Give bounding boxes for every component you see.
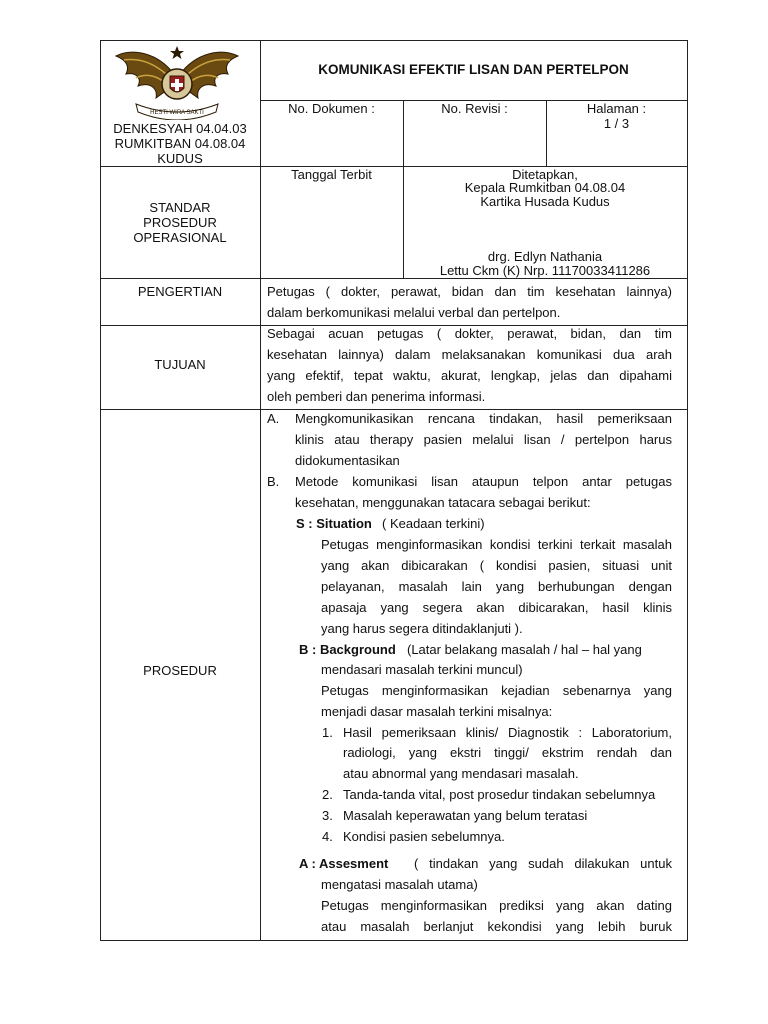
sop-row-divider <box>100 278 688 279</box>
hospital-emblem-logo <box>112 44 242 120</box>
sop-label-line2: PROSEDUR <box>143 215 217 230</box>
pengertian-label: PENGERTIAN <box>137 284 223 299</box>
doc-number-label: No. Dokumen : <box>288 101 375 116</box>
page-label: Halaman : <box>586 101 647 116</box>
situation-line2: yang akan dibicarakan ( kondisi pasien, situasi unit <box>321 558 672 573</box>
list-item-line: atau abnormal yang mendasari masalah. <box>343 766 579 781</box>
item-b-line2: kesehatan, menggunakan tatacara sebagai berikut: <box>295 495 591 510</box>
org-name-line3: KUDUS <box>157 151 203 166</box>
tujuan-row-divider <box>100 409 688 410</box>
prosedur-label: PROSEDUR <box>143 663 217 678</box>
emblem-ribbon-text: HESTI WIRA SAKTI <box>150 110 204 116</box>
background-line4: menjadi dasar masalah terkini misalnya: <box>321 704 553 719</box>
situation-line5: yang harus segera ditindaklanjuti ). <box>321 621 523 636</box>
star-icon <box>170 46 184 59</box>
list-item-number: 1. <box>322 725 333 740</box>
org-name-line1: DENKESYAH 04.04.03 <box>113 121 247 136</box>
org-name-line2: RUMKITBAN 04.08.04 <box>114 136 246 151</box>
situation-heading-rest: ( Keadaan terkini) <box>382 516 485 531</box>
assesment-line2: mengatasi masalah utama) <box>321 877 478 892</box>
document-title: KOMUNIKASI EFEKTIF LISAN DAN PERTELPON <box>318 62 629 77</box>
tujuan-line2: kesehatan lainnya) dalam melaksanakan komunikasi dua arah <box>267 347 672 362</box>
background-heading: B : Background <box>299 642 396 657</box>
tujuan-label: TUJUAN <box>154 357 206 372</box>
signer-name: drg. Edlyn Nathania <box>487 249 603 264</box>
list-item-line: radiologi, yang ekstri tinggi/ ekstrim rendah dan <box>343 745 672 760</box>
list-item-number: 4. <box>322 829 333 844</box>
table-border-left <box>100 40 101 941</box>
background-heading-rest: (Latar belakang masalah / hal – hal yang <box>407 642 642 657</box>
tujuan-line4: oleh pemberi dan penerima informasi. <box>267 389 486 404</box>
pengertian-line2: dalam berkomunikasi melalui verbal dan pertelpon. <box>267 305 561 320</box>
approved-line2: Kepala Rumkitban 04.08.04 <box>464 180 626 195</box>
item-b-line1: Metode komunikasi lisan ataupun telpon antar petugas <box>295 474 672 489</box>
list-item-line: Masalah keperawatan yang belum teratasi <box>343 808 588 823</box>
table-border-bottom <box>100 940 688 941</box>
list-item-line: Kondisi pasien sebelumnya. <box>343 829 505 844</box>
situation-line4: apasaja yang segera akan dibicarakan, hasil klinis <box>321 600 672 615</box>
list-item-number: 3. <box>322 808 333 823</box>
table-border-top <box>100 40 688 41</box>
list-item-line: Hasil pemeriksaan klinis/ Diagnostik : Laboratorium, <box>343 725 672 740</box>
revision-number-label: No. Revisi : <box>441 101 508 116</box>
tujuan-line1: Sebagai acuan petugas ( dokter, perawat, bidan, dan tim <box>267 326 672 341</box>
sop-label-line3: OPERASIONAL <box>133 230 227 245</box>
item-a-line2: klinis atau therapy pasien melalui lisan / pertelpon harus <box>295 432 672 447</box>
sop-label-line1: STANDAR <box>149 200 211 215</box>
list-item-line: Tanda-tanda vital, post prosedur tindakan sebelumnya <box>343 787 656 802</box>
tujuan-line3: yang efektif, tepat waktu, akurat, lengkap, jelas dan dipahami <box>267 368 672 383</box>
assesment-line3: Petugas menginformasikan prediksi yang akan dating <box>321 898 672 913</box>
situation-line3: pelayanan, masalah lain yang berhubungan dengan <box>321 579 672 594</box>
item-a-marker: A. <box>267 411 280 426</box>
background-line3: Petugas menginformasikan kejadian sebenarnya yang <box>321 683 672 698</box>
assesment-line4: atau masalah berlanjut kekondisi yang lebih buruk <box>321 919 672 934</box>
background-line2: mendasari masalah terkini muncul) <box>321 662 523 677</box>
item-a-line1: Mengkomunikasikan rencana tindakan, hasil pemeriksaan <box>295 411 672 426</box>
table-border-right <box>687 40 688 941</box>
issue-date-label: Tanggal Terbit <box>291 167 372 182</box>
approved-line1: Ditetapkan, <box>512 167 578 182</box>
assesment-heading-rest: ( tindakan yang sudah dilakukan untuk <box>414 856 672 871</box>
situation-heading: S : Situation <box>296 516 372 531</box>
approved-line3: Kartika Husada Kudus <box>480 194 610 209</box>
item-b-marker: B. <box>267 474 280 489</box>
list-item-number: 2. <box>322 787 333 802</box>
assesment-heading: A : Assesment <box>299 856 389 871</box>
signer-rank: Lettu Ckm (K) Nrp. 11170033411286 <box>439 263 651 278</box>
page-value: 1 / 3 <box>603 116 630 131</box>
item-a-line3: didokumentasikan <box>295 453 400 468</box>
situation-line1: Petugas menginformasikan kondisi terkini terkait masalah <box>321 537 672 552</box>
pengertian-line1: Petugas ( dokter, perawat, bidan dan tim kesehatan lainnya) <box>267 284 672 299</box>
